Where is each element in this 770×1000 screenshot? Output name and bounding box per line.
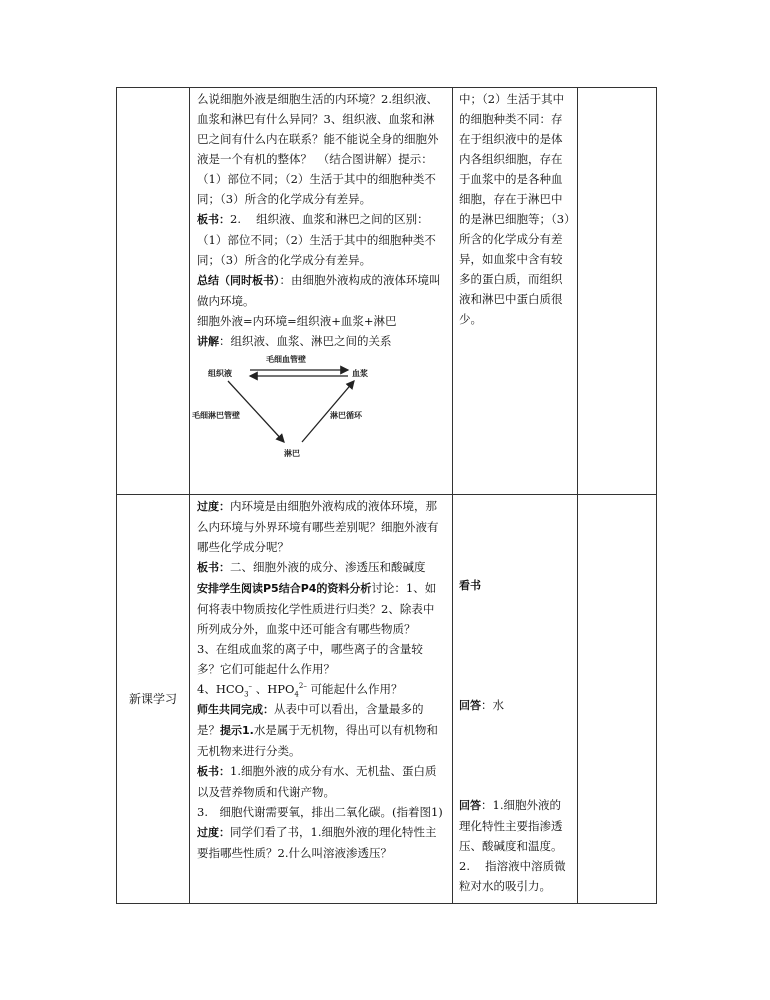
- cooperation-label: 师生共同完成：: [197, 703, 274, 716]
- teacher-activity-cell: [190, 88, 453, 495]
- section-cell-empty: [117, 88, 190, 495]
- arrange-label: 安排学生阅读P5结合P4的资料分析: [197, 582, 372, 595]
- edge-label-left: 毛细淋巴管壁: [192, 411, 240, 420]
- explain-text: ：组织液、血浆、淋巴之间的关系: [219, 334, 392, 348]
- node-plasma: 血浆: [352, 369, 368, 378]
- section-cell: [117, 495, 190, 904]
- table-row: [117, 495, 657, 904]
- explain-label: 讲解: [197, 335, 219, 348]
- question-3: 3、在组成血浆的离子中，哪些离子的含量较多？它们可能起什么作用？: [197, 642, 423, 676]
- transition-label: 过度：: [197, 826, 230, 839]
- hint-label: 提示1.: [220, 724, 254, 737]
- board-text: 1.细胞外液的成分有水、无机盐、蛋白质以及营养物质和代谢产物。: [197, 764, 437, 799]
- summary-text: ：由细胞外液构成的液体环境叫做内环境。: [197, 273, 441, 308]
- answer-label: 回答: [459, 699, 481, 712]
- node-tissue-fluid: 组织液: [208, 369, 232, 378]
- board-label: 板书：: [197, 561, 230, 574]
- node-lymph: 淋巴: [284, 449, 300, 458]
- read-instruction: 看书: [459, 579, 481, 592]
- edge-label-top: 毛细血管壁: [266, 355, 306, 364]
- edge-label-right: 淋巴循环: [330, 411, 362, 420]
- section-title: 新课学习: [128, 692, 177, 706]
- question-text: 么说细胞外液是细胞生活的内环境？2.组织液、血浆和淋巴有什么异同？3、组织液、血浆和淋巴之间有什么内在联系？能不能说全身的细胞外液是一个有机的整体？ （结合图讲解）提示：（1）部位不同；（2）生活于其中的细胞种类不同；（3）所含的化学成分有差异。: [197, 92, 439, 206]
- lesson-plan-table: [116, 87, 657, 904]
- answer-text: ：1.细胞外液的理化特性主要指渗透压、酸碱度和温度。2. 指溶液中溶质微粒对水的吸引力。: [459, 798, 566, 893]
- notes-cell: [578, 88, 657, 495]
- hint-text: 水是属于无机物，得出可以有机物和无机物来进行分类。: [197, 723, 438, 758]
- student-activity-cell: [453, 495, 578, 904]
- notes-cell: [578, 495, 657, 904]
- student-answer-text: 中；（2）生活于其中的细胞种类不同：存在于组织液中的是体内各组织细胞，存在于血浆中的是各种血细胞，存在于淋巴中的是淋巴细胞等；（3）所含的化学成分有差异，如血浆中含有较多的蛋白质，而组织液和淋巴中蛋白质很少。: [459, 92, 570, 326]
- summary-label: 总结（同时板书）: [197, 274, 280, 287]
- board-text: 2. 组织液、血浆和淋巴之间的区别：（1）部位不同；（2）生活于其中的细胞种类不同；（3）所含的化学成分有差异。: [197, 212, 436, 267]
- question-4: 4、$HCO_3^-$ 、$HPO_4^{2-}$ 可能起什么作用？: [197, 682, 403, 699]
- student-activity-cell: [453, 88, 578, 495]
- board-text: 二、细胞外液的成分、渗透压和酸碱度: [230, 560, 426, 574]
- transition-text: 同学们看了书，1.细胞外液的理化特性主要指哪些性质？2.什么叫溶液渗透压？: [197, 825, 437, 860]
- cooperation-text: 从表中可以看出，含量最多的是？: [197, 702, 424, 737]
- answer-text: ：水: [481, 698, 504, 712]
- arrange-text: 讨论：1、如何将表中物质按化学性质进行归类？2、除表中所列成分外，血浆中还可能含有哪些物质？: [197, 581, 437, 636]
- fluid-relationship-diagram: [192, 354, 392, 462]
- answer-label: 回答: [459, 799, 481, 812]
- formula-text: 细胞外液=内环境=组织液+血浆+淋巴: [197, 314, 397, 328]
- table-row: [117, 88, 657, 495]
- teacher-activity-cell: [190, 495, 453, 904]
- board-label: 板书：: [197, 213, 230, 226]
- transition-label: 过度：: [197, 500, 230, 513]
- board-label: 板书：: [197, 765, 230, 778]
- transition-text: 内环境是由细胞外液构成的液体环境，那么内环境与外界环境有哪些差别呢？细胞外液有哪些化学成分呢？: [197, 499, 439, 554]
- item-3: 3. 细胞代谢需要氧，排出二氧化碳。(指着图1): [197, 805, 443, 819]
